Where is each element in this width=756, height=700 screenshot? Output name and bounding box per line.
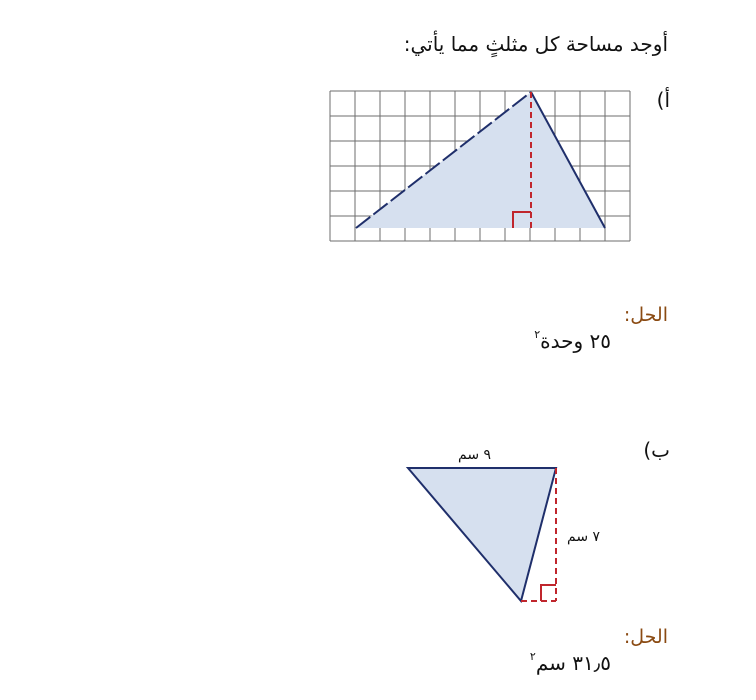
right-angle-marker-b	[541, 585, 556, 601]
triangle-figure-b	[408, 468, 556, 601]
part-a-answer	[534, 329, 611, 353]
question-text: أوجد مساحة كل مثلثٍ مما يأتي:	[403, 32, 668, 56]
part-b-label: ب)	[643, 438, 670, 462]
part-a-answer-value: ٢٥ وحدة	[540, 329, 611, 353]
base-measurement-label: ٩ سم	[458, 447, 492, 463]
triangle-b	[408, 468, 556, 601]
part-b-answer	[530, 651, 611, 675]
part-a-label: أ)	[656, 88, 670, 112]
part-b-answer-value: ٣١٫٥ سم	[535, 651, 611, 675]
part-b-answer-exponent: ٢	[529, 650, 536, 664]
part-b-solution-label: الحل:	[623, 626, 668, 648]
part-a-solution-label: الحل:	[623, 304, 668, 326]
part-a-answer-exponent: ٢	[534, 328, 541, 342]
height-measurement-label: ٧ سم	[567, 529, 601, 545]
grid-figure	[330, 91, 630, 241]
